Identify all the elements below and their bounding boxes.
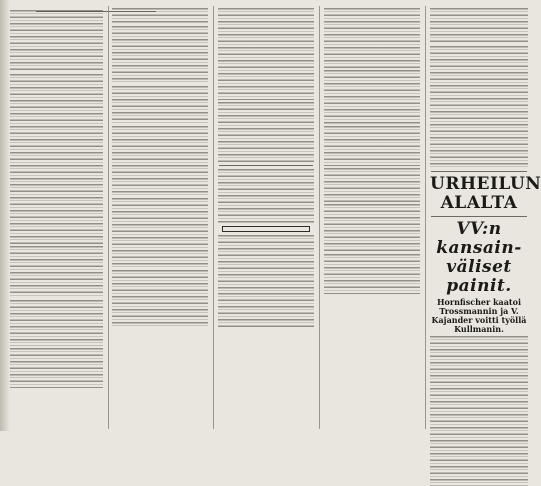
article-paragraph (8, 246, 105, 298)
illegible-print (10, 300, 103, 346)
illegible-print (430, 8, 528, 44)
article-paragraph (110, 126, 210, 196)
article-paragraph (8, 74, 105, 124)
article-paragraph (216, 102, 316, 162)
article-paragraph (428, 46, 530, 168)
column-divider (108, 6, 109, 429)
article-paragraph (216, 235, 316, 291)
illegible-print (112, 86, 208, 124)
article-paragraph (322, 168, 422, 202)
column-rule (431, 171, 527, 172)
illegible-print (324, 254, 420, 294)
article-paragraph (216, 8, 316, 100)
illegible-print (112, 198, 208, 268)
article-paragraph (8, 10, 105, 72)
article-paragraph (216, 169, 316, 223)
column-divider (213, 6, 214, 429)
illegible-print (324, 70, 420, 124)
illegible-print (10, 126, 103, 182)
illegible-print (112, 270, 208, 328)
illegible-print (112, 8, 208, 24)
article-paragraph (110, 86, 210, 124)
column-3 (216, 8, 316, 429)
column-4 (322, 8, 422, 429)
illegible-print (324, 168, 420, 202)
illegible-print (112, 126, 208, 196)
article-paragraph (110, 8, 210, 24)
illegible-print (10, 10, 103, 72)
article-headline: URHEILUN ALALTA (430, 175, 528, 213)
article-paragraph (322, 126, 422, 166)
illegible-print (218, 169, 314, 223)
article-paragraph (428, 336, 530, 486)
article-headline: VV:n kansain-väliset painit. (430, 220, 528, 296)
column-divider (425, 6, 426, 429)
article-paragraph (428, 8, 530, 44)
article-paragraph (8, 300, 105, 346)
illegible-print (218, 235, 314, 291)
article-paragraph (8, 348, 105, 388)
article-paragraph (110, 198, 210, 268)
article-paragraph (216, 293, 316, 329)
column-rule (431, 216, 527, 217)
article-paragraph (322, 8, 422, 68)
boxed-headline (222, 226, 310, 232)
illegible-print (324, 204, 420, 252)
illegible-print (430, 336, 528, 486)
illegible-print (324, 8, 420, 68)
illegible-print (10, 348, 103, 388)
column-1 (8, 8, 105, 429)
illegible-print (430, 46, 528, 168)
article-paragraph (322, 204, 422, 252)
illegible-print (218, 293, 314, 329)
illegible-print (10, 246, 103, 298)
illegible-print (10, 184, 103, 244)
article-paragraph (110, 26, 210, 84)
article-paragraph (110, 270, 210, 328)
column-5 (428, 8, 530, 429)
article-headline: Hornfischer kaatoi Trossmannin ja V. Kajander voitti työllä Kullmanin. (430, 298, 528, 334)
article-paragraph (322, 254, 422, 294)
illegible-print (218, 8, 314, 100)
column-rule (219, 165, 313, 166)
illegible-print (218, 102, 314, 162)
illegible-print (112, 26, 208, 84)
article-paragraph (322, 70, 422, 124)
article-paragraph (8, 184, 105, 244)
illegible-print (10, 74, 103, 124)
article-paragraph (8, 126, 105, 182)
illegible-print (324, 126, 420, 166)
column-2 (110, 8, 210, 429)
column-divider (319, 6, 320, 429)
